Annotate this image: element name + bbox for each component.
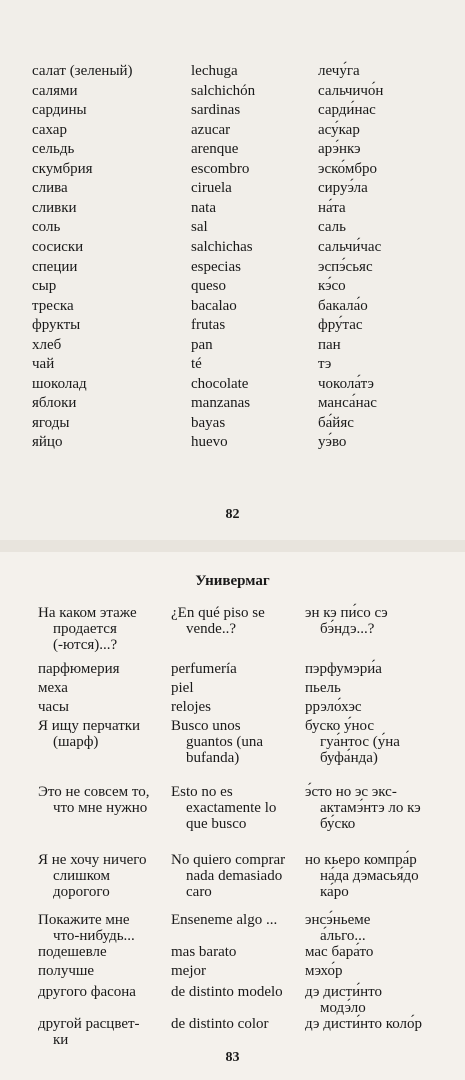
russian-phrase xyxy=(38,912,168,944)
text-line: другой расцвет- xyxy=(38,1016,140,1032)
russian-word: чай xyxy=(32,356,55,373)
pronunciation: арэ́нкэ xyxy=(318,141,361,158)
text-line: что-нибудь... xyxy=(53,928,135,944)
text-line: No quiero comprar xyxy=(171,852,286,868)
text-line: пьель xyxy=(305,680,341,696)
page-divider xyxy=(0,540,465,552)
text-line: vende..? xyxy=(186,621,236,637)
russian-word: сахар xyxy=(32,121,67,138)
text-line: (-ются)...? xyxy=(53,637,118,653)
russian-word: ягоды xyxy=(32,414,70,431)
pronunciation: сальчичо́н xyxy=(318,82,384,99)
pronunciation: кэ́со xyxy=(318,278,346,295)
pronunciation: сальчи́час xyxy=(318,238,382,255)
text-line: что мне нужно xyxy=(53,800,148,816)
text-line: парфюмерия xyxy=(38,661,120,677)
pronunciation xyxy=(305,605,455,637)
russian-word: шоколад xyxy=(32,375,87,392)
spanish-phrase xyxy=(171,718,301,766)
pronunciation: лечу́га xyxy=(318,63,360,79)
text-line: бу́ско xyxy=(320,816,356,832)
section-title: Универмаг xyxy=(195,573,270,589)
spanish-phrase xyxy=(171,912,301,928)
text-line: guantos (una xyxy=(186,734,264,750)
text-line: другого фасона xyxy=(38,984,136,1000)
russian-word: сливки xyxy=(32,199,77,216)
pronunciation: фру́тас xyxy=(318,317,363,334)
pronunciation xyxy=(305,1016,455,1032)
pronunciation: сируэ́ла xyxy=(318,180,368,197)
text-line: дэ дисти́нто коло́р xyxy=(305,1016,423,1032)
russian-word: сосиски xyxy=(32,238,84,255)
page-number: 82 xyxy=(225,507,240,522)
text-line: модэ́ло xyxy=(320,1000,366,1016)
pronunciation: сарди́нас xyxy=(318,102,376,119)
russian-phrase xyxy=(38,661,168,677)
pronunciation: асу́кар xyxy=(318,121,360,138)
russian-word: скумбрия xyxy=(32,160,93,177)
spanish-word: sal xyxy=(191,219,208,236)
russian-phrase xyxy=(38,944,168,960)
russian-word: хлеб xyxy=(32,336,62,353)
page-83 xyxy=(0,552,465,1080)
text-line: дорогого xyxy=(53,884,110,900)
text-line: de distinto modelo xyxy=(171,984,283,1000)
spanish-word: bayas xyxy=(191,414,226,431)
text-line: Busco unos xyxy=(171,718,241,734)
text-line: Это не совсем то, xyxy=(38,784,150,800)
text-line: relojes xyxy=(171,699,211,715)
pronunciation xyxy=(305,680,455,696)
spanish-phrase xyxy=(171,984,301,1000)
text-line: получше xyxy=(38,963,95,979)
russian-word: соль xyxy=(32,219,61,236)
pronunciation xyxy=(305,984,455,1016)
text-line: меха xyxy=(38,680,68,696)
spanish-word: azucar xyxy=(191,121,231,138)
text-line: ¿En qué piso se xyxy=(171,605,265,621)
spanish-word: ciruela xyxy=(191,180,232,197)
text-line: буфа́нда) xyxy=(320,750,378,766)
text-line: Покажите мне xyxy=(38,912,130,928)
text-line: ррэло́хэс xyxy=(305,699,362,715)
text-line: дэ дисти́нто xyxy=(305,984,382,1000)
pronunciation: бакала́о xyxy=(318,297,368,314)
text-line: На каком этаже xyxy=(38,605,137,621)
text-line: ка́ро xyxy=(320,884,349,900)
pronunciation: саль xyxy=(318,219,346,236)
russian-phrase xyxy=(38,699,168,715)
spanish-phrase xyxy=(171,784,301,832)
text-line: а́льго... xyxy=(320,928,366,944)
pronunciation xyxy=(305,912,455,944)
spanish-word: chocolate xyxy=(191,375,249,392)
text-line: de distinto color xyxy=(171,1016,269,1032)
russian-word: сыр xyxy=(32,278,57,295)
spanish-word: escombro xyxy=(191,160,250,177)
spanish-word: huevo xyxy=(191,434,228,451)
text-line: мас бара́то xyxy=(305,944,374,960)
pronunciation: ба́йяс xyxy=(318,414,354,431)
russian-phrase xyxy=(38,718,168,750)
russian-word: фрукты xyxy=(32,317,81,334)
text-line: мэхо́р xyxy=(305,963,343,979)
text-line: bufanda) xyxy=(186,750,240,766)
pronunciation xyxy=(305,852,455,900)
pronunciation xyxy=(305,963,455,979)
spanish-word: salchichas xyxy=(191,238,253,255)
russian-word: салат (зеленый) xyxy=(32,63,133,79)
russian-phrase xyxy=(38,784,168,816)
text-line: perfumería xyxy=(171,661,237,677)
spanish-phrase xyxy=(171,661,301,677)
pronunciation: на́та xyxy=(318,199,346,216)
text-line: актамэ́нтэ ло кэ xyxy=(320,800,421,816)
text-line: буско у́нос xyxy=(305,718,375,734)
text-line: (шарф) xyxy=(53,734,99,750)
pronunciation xyxy=(305,699,455,715)
pronunciation xyxy=(305,718,455,766)
text-line: que busco xyxy=(186,816,247,832)
spanish-phrase xyxy=(171,963,301,979)
spanish-word: nata xyxy=(191,199,216,216)
spanish-word: frutas xyxy=(191,317,226,334)
spanish-word: especias xyxy=(191,258,241,275)
pronunciation xyxy=(305,661,455,677)
text-line: часы xyxy=(38,699,69,715)
text-line: mas barato xyxy=(171,944,237,960)
text-line: Esto no es xyxy=(171,784,233,800)
russian-phrase xyxy=(38,963,168,979)
russian-phrase xyxy=(38,1016,168,1048)
text-line: piel xyxy=(171,680,194,696)
text-line: э́сто но эс экс- xyxy=(305,784,397,800)
spanish-word: lechuga xyxy=(191,63,238,79)
text-line: но кьеро компра́р xyxy=(305,852,417,868)
russian-phrase xyxy=(38,605,168,653)
text-line: пэрфумэри́а xyxy=(305,661,382,677)
text-line: Я ищу перчатки xyxy=(38,718,141,734)
russian-word: треска xyxy=(32,297,74,314)
spanish-word: arenque xyxy=(191,141,239,158)
spanish-phrase xyxy=(171,1016,301,1032)
russian-phrase xyxy=(38,984,168,1000)
text-line: энсэ́ньеме xyxy=(305,912,371,928)
russian-word: сельдь xyxy=(32,141,75,158)
text-line: подешевле xyxy=(38,944,107,960)
spanish-phrase xyxy=(171,605,301,637)
spanish-phrase xyxy=(171,944,301,960)
russian-word: салями xyxy=(32,82,78,99)
text-line: nada demasiado xyxy=(186,868,283,884)
spanish-phrase xyxy=(171,680,301,696)
russian-phrase xyxy=(38,680,168,696)
pronunciation xyxy=(305,944,455,960)
spanish-word: sardinas xyxy=(191,102,241,119)
spanish-word: bacalao xyxy=(191,297,237,314)
russian-word: слива xyxy=(32,180,68,197)
pronunciation: пан xyxy=(318,336,341,353)
text-line: бэ́ндэ...? xyxy=(320,621,375,637)
spanish-phrase xyxy=(171,852,301,900)
text-line: exactamente lo xyxy=(186,800,277,816)
text-line: слишком xyxy=(53,868,110,884)
spanish-phrase xyxy=(171,699,301,715)
spanish-word: salchichón xyxy=(191,82,256,99)
russian-word: яйцо xyxy=(32,434,63,451)
spanish-word: té xyxy=(191,356,202,373)
text-line: продается xyxy=(53,621,117,637)
pronunciation: уэ́во xyxy=(318,434,347,451)
page-number: 83 xyxy=(225,1050,240,1065)
text-line: эн кэ пи́со сэ xyxy=(305,605,388,621)
pronunciation: эспэ́сьяс xyxy=(318,258,373,275)
russian-word: яблоки xyxy=(32,395,77,412)
russian-word: сардины xyxy=(32,102,87,119)
spanish-word: queso xyxy=(191,278,226,295)
text-line: mejor xyxy=(171,963,206,979)
text-line: Enseneme algo ... xyxy=(171,912,278,928)
spanish-word: pan xyxy=(191,336,213,353)
text-line: Я не хочу ничего xyxy=(38,852,147,868)
russian-word: специи xyxy=(32,258,78,275)
pronunciation: тэ xyxy=(318,356,332,373)
text-line: caro xyxy=(186,884,212,900)
pronunciation xyxy=(305,784,455,832)
spanish-word: manzanas xyxy=(191,395,251,412)
text-line: на́да дэмасья́до xyxy=(320,868,419,884)
text-line: гуа́нтос (у́на xyxy=(320,734,400,750)
text-line: ки xyxy=(53,1032,69,1048)
pronunciation: эско́мбро xyxy=(318,160,377,177)
pronunciation: манса́нас xyxy=(318,395,377,412)
russian-phrase xyxy=(38,852,168,900)
pronunciation: чокола́тэ xyxy=(318,375,374,392)
